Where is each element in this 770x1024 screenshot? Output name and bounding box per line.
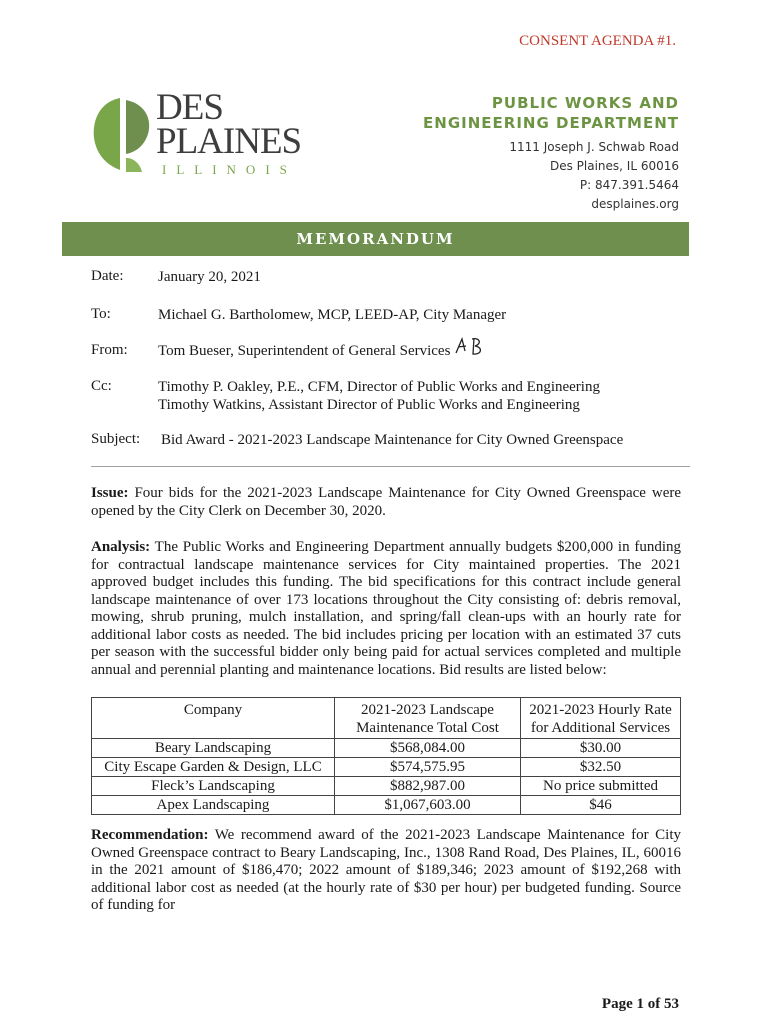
page-number: Page 1 of 53 [601, 996, 679, 1012]
table-row [92, 739, 681, 758]
date-value: January 20, 2021 [158, 269, 261, 285]
table-cell-company: Beary Landscaping [92, 739, 335, 758]
issue-label: Issue: [91, 485, 129, 501]
leaf-logo-icon [90, 94, 154, 174]
logo-text-illinois: ILLINOIS [162, 162, 297, 177]
table-cell-company: Fleck’s Landscaping [92, 777, 335, 796]
table-cell-total-cost: $568,084.00 [335, 739, 521, 758]
analysis-label: Analysis: [91, 539, 151, 555]
logo-text-des: DES [156, 87, 223, 128]
table-cell-hourly-rate: $32.50 [521, 758, 681, 777]
consent-agenda-label: CONSENT AGENDA #1. [519, 33, 676, 49]
cc-label: Cc: [91, 378, 112, 394]
des-plaines-logo [90, 88, 305, 184]
table-cell-hourly-rate: No price submitted [521, 777, 681, 796]
table-row [92, 796, 681, 815]
subject-label: Subject: [91, 431, 141, 447]
department-phone: P: 847.391.5464 [579, 178, 679, 192]
analysis-paragraph [91, 539, 681, 679]
memorandum-title: MEMORANDUM [296, 230, 455, 248]
from-label: From: [91, 342, 128, 358]
department-address: 1111 Joseph J. Schwab Road [509, 140, 679, 154]
table-row [92, 777, 681, 796]
table-cell-total-cost: $882,987.00 [335, 777, 521, 796]
table-cell-company: City Escape Garden & Design, LLC [92, 758, 335, 777]
department-title-line1: PUBLIC WORKS AND [491, 94, 679, 112]
to-label: To: [91, 306, 111, 322]
recommendation-text: We recommend award of the 2021-2023 Landscape Maintenance for City Owned Greenspace contract to Beary Landscaping, Inc., 1308 Rand Road, Des Plaines, IL, 60016 in the 2021 amount of $186,470; 2022 amount of $189,346; 2023 amount of $192,268 with additional labor cost as needed (at the hourly rate of $30 per hour) per budgeted funding. Source of funding for [91, 827, 681, 913]
table-cell-hourly-rate: $46 [521, 796, 681, 815]
subject-value: Bid Award - 2021-2023 Landscape Maintenance for City Owned Greenspace [161, 432, 624, 448]
bid-results-table [91, 697, 681, 815]
cc-value-1: Timothy P. Oakley, P.E., CFM, Director of Public Works and Engineering [158, 379, 600, 395]
column-header-hourly-rate: 2021-2023 Hourly Rate for Additional Services [521, 698, 681, 739]
table-cell-total-cost: $1,067,603.00 [335, 796, 521, 815]
table-cell-company: Apex Landscaping [92, 796, 335, 815]
column-header-company: Company [92, 698, 335, 739]
department-website[interactable]: desplaines.org [591, 197, 679, 211]
department-title-line2: ENGINEERING DEPARTMENT [423, 114, 679, 132]
department-header [423, 93, 679, 214]
cc-value-2: Timothy Watkins, Assistant Director of Public Works and Engineering [158, 397, 580, 413]
to-value: Michael G. Bartholomew, MCP, LEED-AP, City Manager [158, 307, 507, 323]
initials-signature-icon [452, 335, 492, 357]
recommendation-paragraph [91, 827, 681, 915]
table-cell-total-cost: $574,575.95 [335, 758, 521, 777]
issue-paragraph [91, 485, 681, 520]
table-header-row [92, 698, 681, 739]
column-header-total-cost: 2021-2023 Landscape Maintenance Total Cost [335, 698, 521, 739]
from-value: Tom Bueser, Superintendent of General Services [158, 343, 451, 359]
divider [91, 466, 690, 467]
logo-text-plaines: PLAINES [156, 121, 302, 162]
date-label: Date: [91, 268, 124, 284]
issue-text: Four bids for the 2021-2023 Landscape Maintenance for City Owned Greenspace were opened by the City Clerk on December 30, 2020. [91, 485, 682, 519]
analysis-text: The Public Works and Engineering Department annually budgets $200,000 in funding for contractual landscape maintenance services for City maintained properties. The 2021 approved budget includes this funding. The bid specifications for this contract include general landscape maintenance of over 173 locations throughout the City consisting of: debris removal, mowing, shrub pruning, mulch installation, and spring/fall clean-ups with an hourly rate for additional labor costs as needed. The bid includes pricing per location with an estimated 37 cuts per season with the successful bidder only being paid for actual services completed and multiple annual and perennial planting and maintenance locations. Bid results are listed below: [91, 539, 681, 678]
memorandum-banner [62, 222, 689, 256]
recommendation-label: Recommendation: [91, 827, 209, 843]
department-city: Des Plaines, IL 60016 [549, 159, 679, 173]
table-cell-hourly-rate: $30.00 [521, 739, 681, 758]
table-row [92, 758, 681, 777]
